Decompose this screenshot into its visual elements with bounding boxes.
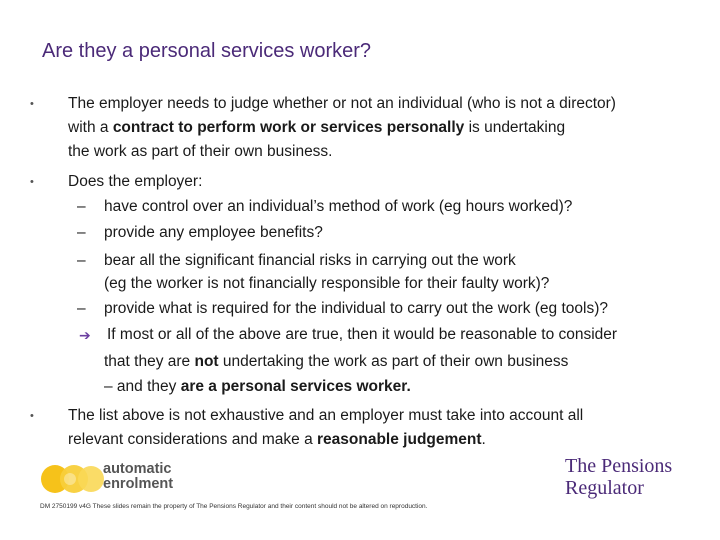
conclusion-line-1: If most or all of the above are true, then it would be reasonable to consider bbox=[107, 326, 618, 343]
text-run: relevant considerations and make a bbox=[68, 431, 318, 448]
question-item-2: provide any employee benefits? bbox=[104, 224, 323, 241]
text-run: with a bbox=[68, 119, 113, 136]
bold-text-run: are a personal services worker. bbox=[180, 378, 411, 395]
dash-icon: – bbox=[77, 252, 86, 269]
dash-icon: – bbox=[77, 300, 86, 317]
text-run: undertaking the work as part of their own business bbox=[218, 353, 569, 370]
automatic-enrolment-logo-text: automatic enrolment bbox=[103, 461, 174, 492]
bold-text-run: reasonable judgement bbox=[317, 431, 482, 448]
text-run: that they are bbox=[104, 353, 195, 370]
logo-circle bbox=[78, 466, 104, 492]
conclusion-line-2 bbox=[104, 351, 568, 373]
dash-icon: – bbox=[77, 224, 86, 241]
bullet-icon: • bbox=[30, 410, 34, 422]
bold-text-run: contract to perform work or services personally bbox=[112, 119, 465, 136]
paragraph-1-line-2 bbox=[68, 117, 565, 139]
footer-disclaimer: DM 2750199 v4G These slides remain the property of The Pensions Regulator and their content should not be altered on reproduction. bbox=[40, 503, 428, 510]
dash-icon: – bbox=[77, 198, 86, 215]
question-item-3-line-2: (eg the worker is not financially responsible for their faulty work)? bbox=[104, 275, 550, 292]
bullet-icon: • bbox=[30, 98, 34, 110]
page-title: Are they a personal services worker? bbox=[42, 40, 372, 62]
arrow-right-icon: ➔ bbox=[79, 327, 91, 343]
paragraph-1-line-3: the work as part of their own business. bbox=[68, 143, 333, 160]
paragraph-1-line-1: The employer needs to judge whether or not an individual (who is not a director) bbox=[68, 95, 616, 112]
question-item-4: provide what is required for the individual to carry out the work (eg tools)? bbox=[104, 300, 608, 317]
logo-circle bbox=[64, 473, 76, 485]
question-item-3-line-1: bear all the significant financial risks in carrying out the work bbox=[104, 252, 516, 269]
paragraph-3-line-1: The list above is not exhaustive and an employer must take into account all bbox=[68, 407, 584, 424]
paragraph-2-intro: Does the employer: bbox=[68, 173, 203, 190]
pensions-regulator-logo: The Pensions Regulator bbox=[565, 455, 673, 499]
question-item-1: have control over an individual’s method of work (eg hours worked)? bbox=[104, 198, 573, 215]
text-run: is undertaking bbox=[464, 119, 566, 136]
conclusion-line-3 bbox=[104, 376, 411, 398]
paragraph-3-line-2 bbox=[68, 429, 486, 451]
text-run: . bbox=[481, 431, 486, 448]
bold-text-run: not bbox=[194, 353, 219, 370]
text-run: – and they bbox=[104, 378, 181, 395]
bullet-icon: • bbox=[30, 176, 34, 188]
